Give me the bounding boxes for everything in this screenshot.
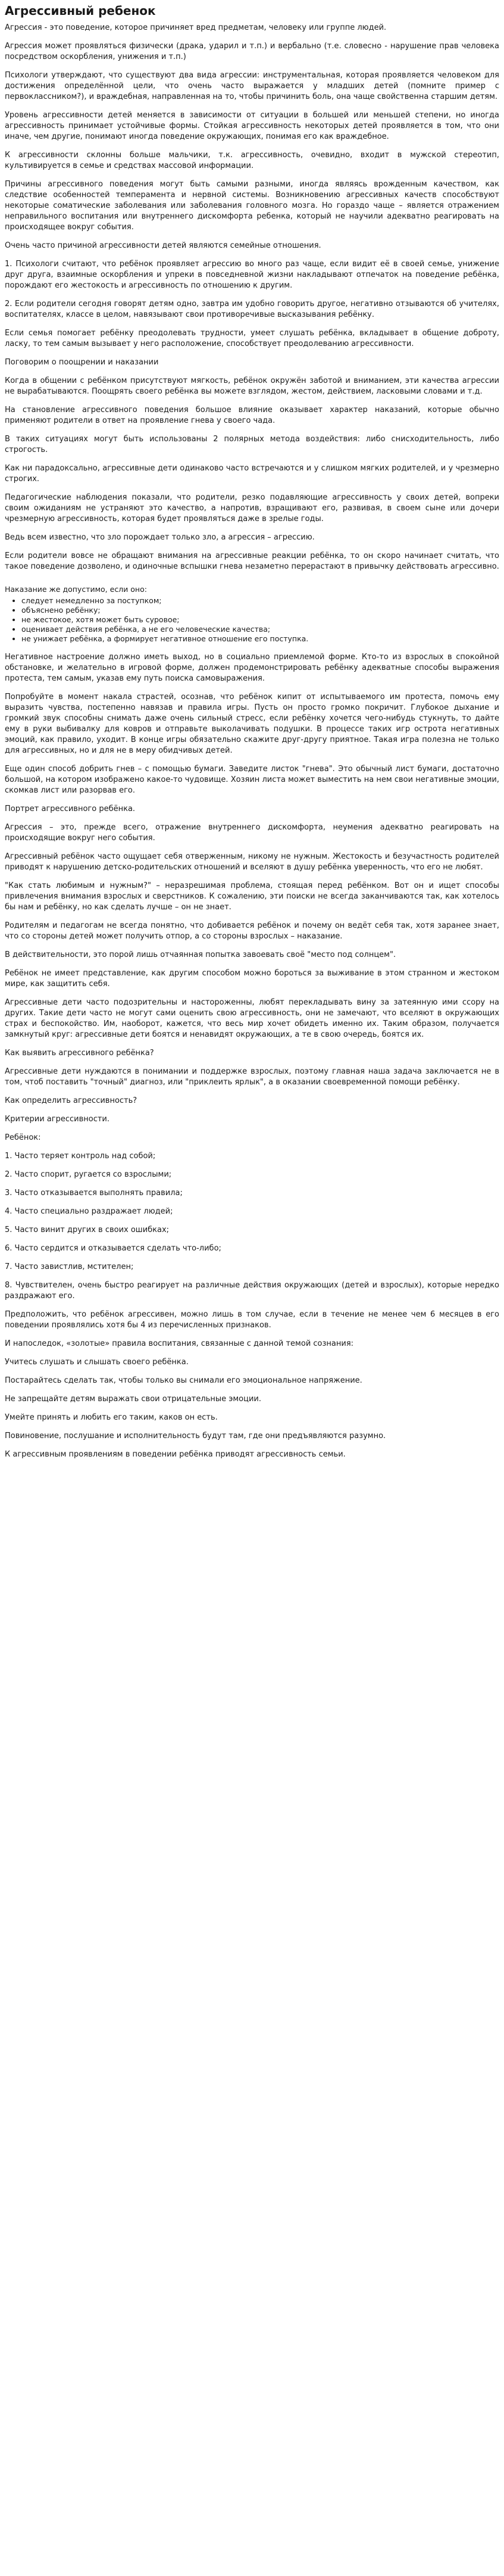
paragraph: В действительности, это порой лишь отчаянная попытка завоевать своё "место под солнцем". [5,950,396,959]
section-heading: Как выявить агрессивного ребёнка? [5,1049,154,1058]
paragraph: Если семья помогает ребёнку преодолевать трудности, умеет слушать ребёнка, вкладывает в общение доброту, ласку, то тем самым вызывает у него расположение, способствует преодолеванию агрессивности. [5,329,499,348]
paragraph: Агрессивные дети часто подозрительны и настороженны, любят перекладывать вину за затеянную ими ссору на других. Такие дети часто не могут сами оценить свою агрессивность, они не замечают, что вселяют в окружающих страх и беспокойство. Им, наоборот, кажется, что весь мир хочет обидеть именно их. Таким образом, получается замкнутый круг: агрессивные дети боятся и ненавидят окружающих, а те в свою очередь, боятся их. [5,998,499,1039]
section-heading: Портрет агрессивного ребёнка. [5,804,136,813]
rule-item: Умейте принять и любить его таким, каков он есть. [5,1413,218,1422]
paragraph: Агрессия - это поведение, которое причиняет вред предметам, человеку или группе людей. [5,23,387,32]
criteria-item: 6. Часто сердится и отказывается сделать что-либо; [5,1244,221,1253]
criteria-item: 1. Часто теряет контроль над собой; [5,1152,156,1161]
list-item: • не жестокое, хотя может быть суровое; [21,615,499,625]
paragraph: Родителям и педагогам не всегда понятно, что добивается ребёнок и почему он ведёт себя так, хотя заранее знает, что со стороны детей может получить отпор, а со стороны взрослых – наказание. [5,921,499,941]
paragraph: И напоследок, «золотые» правила воспитания, связанные с данной темой сознания: [5,1339,354,1348]
rule-item: Не запрещайте детям выражать свои отрицательные эмоции. [5,1395,261,1404]
paragraph: Когда в общении с ребёнком присутствуют мягкость, ребёнок окружён заботой и вниманием, эти качества агрессии не вырабатываются. Поощрять своего ребёнка вы можете взглядом, жестом, действием, ласковыми словами и т.д. [5,376,499,396]
list-item: • оценивает действия ребёнка, а не его человеческие качества; [21,625,499,634]
list-item: • не унижает ребёнка, а формирует негативное отношение его поступка. [21,634,499,644]
paragraph: Если родители вовсе не обращают внимания на агрессивные реакции ребёнка, то он скоро начинает считать, что такое поведение дозволено, и одиночные вспышки гнева незаметно перерастают в привычку действовать агрессивно. [5,551,499,571]
paragraph: Попробуйте в момент накала страстей, осознав, что ребёнок кипит от испытываемого им протеста, помочь ему выразить чувства, постепенно навязав и правила игры. Пусть он просто громко покричит. Глубокое дыхание и громкий звук способны снимать даже очень сильный стресс, если ребёнку хочется чего-нибудь стукнуть, то дайте ему в руки выбивалку для ковров и отправьте выколачивать подушки. В процессе таких игр острота негативных эмоций, как правило, уходит. В конце игры обязательно скажите друг-другу приятное. Такая игра полезна не только для агрессивных, но и для не в меру обидчивых детей. [5,693,499,755]
paragraph: Уровень агрессивности детей меняется в зависимости от ситуации в большей или меньшей степени, но иногда агрессивность принимает устойчивые формы. Стойкая агрессивность некоторых детей проявляется в том, что они иначе, чем другие, понимают иногда поведение окружающих, понимая его как враждебное. [5,111,499,141]
paragraph: 2. Если родители сегодня говорят детям одно, завтра им удобно говорить другое, негативно отзываются об учителях, воспитателях, классе в целом, навязывают свои противоречивые высказывания ребёнку. [5,300,499,319]
criteria-item: 7. Часто завистлив, мстителен; [5,1262,134,1271]
paragraph: Педагогические наблюдения показали, что родители, резко подавляющие агрессивность у своих детей, вопреки своим ожиданиям не устраняют это качество, а напротив, взращивают его, развивая, в своем сыне или дочери чрезмерную агрессивность, которая будет проявляться даже в зрелые годы. [5,493,499,523]
criteria-item: 5. Часто винит других в своих ошибках; [5,1225,170,1234]
page-title: Агрессивный ребенок [5,4,156,18]
list-title: Наказание же допустимо, если оно: [5,585,147,594]
paragraph: Как ни парадоксально, агрессивные дети одинаково часто встречаются и у слишком мягких родителей, и у чрезмерно строгих. [5,464,499,484]
intro-section [5,23,499,572]
paragraph: Причины агрессивного поведения могут быть самыми разными, иногда являясь врожденным качеством, как следствие особенностей темперамента и нервной системы. Возникновению агрессивных качеств способствуют некоторые соматические заболевания или заболевания головного мозга. Но гораздо чаще – является отражением неправильного воспитания или внутреннего дискомфорта ребенка, который не научили адекватно реагировать на происходящее вокруг события. [5,180,499,232]
paragraph: "Как стать любимым и нужным?" – неразрешимая проблема, стоящая перед ребёнком. Вот он и ищет способы привлечения внимания взрослых и сверстников. К сожалению, эти поиски не всегда заканчиваются так, как хотелось бы нам и ребёнку, но как сделать лучше – он не знает. [5,881,499,912]
paragraph: Ведь всем известно, что зло порождает только зло, а агрессия – агрессию. [5,533,315,542]
paragraph: В таких ситуациях могут быть использованы 2 полярных метода воздействия: либо снисходительность, либо строгость. [5,435,499,454]
paragraph: 1. Психологи считают, что ребёнок проявляет агрессию во много раз чаще, если видит её в своей семье, унижение друг друга, взаимные оскорбления и упреки в повседневной жизни накладывают отпечаток на поведение ребёнка, порождают его жестокость и агрессивность по отношению к другим. [5,260,499,290]
criteria-item: 8. Чувствителен, очень быстро реагирует на различные действия окружающих (детей и взрослых), которые нередко раздражают его. [5,1281,499,1301]
rule-item: Повиновение, послушание и исполнительность будут там, где они предъявляются разумно. [5,1432,386,1440]
paragraph: Еще один способ добрить гнев – с помощью бумаги. Заведите листок "гнева". Это обычный лист бумаги, достаточно большой, на котором изображено какое-то чудовище. Хозяин листа может выместить на нем свои негативные эмоции, скомкав лист или разорвав его. [5,765,499,795]
paragraph: Негативное настроение должно иметь выход, но в социально приемлемой форме. Кто-то из взрослых в спокойной обстановке, и желательно в игровой форме, должен продемонстрировать ребёнку адекватные способы выражения протеста, тем самым, указав ему путь поиска самовыражения. [5,653,499,683]
section-heading: Поговорим о поощрении и наказании [5,358,159,367]
paragraph: Очень часто причиной агрессивности детей являются семейные отношения. [5,241,321,250]
criteria-item: 4. Часто специально раздражает людей; [5,1207,173,1216]
paragraph: Агрессивный ребёнок часто ощущает себя отверженным, никому не нужным. Жестокость и безучастность родителей приводят к нарушению детско-родительских отношений и вселяют в душу ребёнка уверенность, что его не любят. [5,852,499,872]
rule-item: Постарайтесь сделать так, чтобы только вы снимали его эмоциональное напряжение. [5,1376,362,1385]
body-section [5,652,499,1460]
paragraph: Агрессивные дети нуждаются в понимании и поддержке взрослых, поэтому главная наша задача заключается не в том, чтоб поставить "точный" диагноз, или "приклеить ярлык", а в оказании своевременной помощи ребёнку. [5,1067,499,1087]
paragraph: На становление агрессивного поведения большое влияние оказывает характер наказаний, которые обычно применяют родители в ответ на проявление гнева у своего чада. [5,406,499,425]
paragraph: Ребёнок: [5,1133,41,1142]
punishment-list [5,596,499,644]
paragraph: Предположить, что ребёнок агрессивен, можно лишь в том случае, если в течение не менее чем 6 месяцев в его поведении проявлялись хотя бы 4 из перечисленных признаков. [5,1310,499,1330]
section-heading: Критерии агрессивности. [5,1115,109,1124]
paragraph: Ребёнок не имеет представление, как другим способом можно бороться за выживание в этом странном и жестоком мире, как защитить себя. [5,969,499,988]
criteria-item: 2. Часто спорит, ругается со взрослыми; [5,1170,172,1179]
paragraph: Психологи утверждают, что существуют два вида агрессии: инструментальная, которая проявляется человеком для достижения определённой цели, что очень часто выражается у младших детей (помните пример с первоклассником?), и враждебная, направленная на то, чтобы причинить боль, она чаще свойственна старшим детям. [5,71,499,101]
list-item: • следует немедленно за поступком; [21,596,499,606]
paragraph: К агрессивности склонны больше мальчики, т.к. агрессивность, очевидно, входит в мужской стереотип, культивируется в семье и средствах массовой информации. [5,151,499,170]
criteria-item: 3. Часто отказывается выполнять правила; [5,1189,183,1197]
list-item: • объяснено ребёнку; [21,606,499,615]
paragraph: Агрессия – это, прежде всего, отражение внутреннего дискомфорта, неумения адекватно реагировать на происходящие вокруг него события. [5,823,499,843]
paragraph: Агрессия может проявляться физически (драка, ударил и т.п.) и вербально (т.е. словесно - нарушение прав человека посредством оскорбления, унижения и т.п.) [5,42,499,61]
rule-item: К агрессивным проявлениям в поведении ребёнка приводят агрессивность семьи. [5,1450,346,1459]
rule-item: Учитесь слушать и слышать своего ребёнка. [5,1358,189,1367]
section-heading: Как определить агрессивность? [5,1096,137,1105]
